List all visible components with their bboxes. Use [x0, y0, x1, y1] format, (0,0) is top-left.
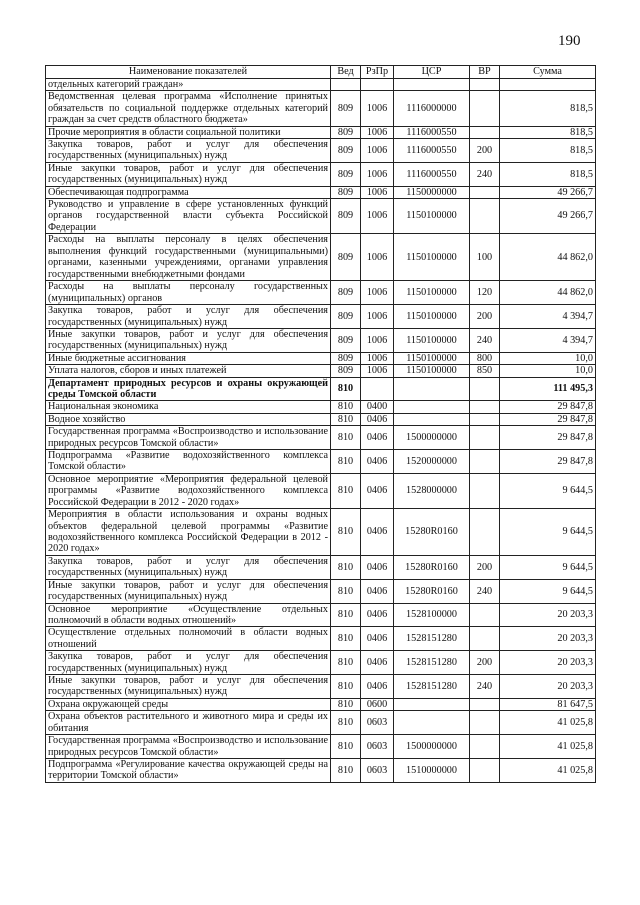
cell-ved: 810	[331, 603, 361, 627]
table-row	[46, 556, 596, 580]
cell-rzpr: 1006	[361, 305, 394, 329]
cell-csr: 1528000000	[394, 473, 470, 508]
cell-csr: 1528100000	[394, 603, 470, 627]
cell-csr: 1116000550	[394, 162, 470, 186]
table-row	[46, 711, 596, 735]
cell-vr: 850	[470, 365, 500, 377]
cell-ved: 809	[331, 199, 361, 234]
cell-ved: 809	[331, 234, 361, 281]
cell-rzpr: 1006	[361, 199, 394, 234]
cell-csr: 15280R0160	[394, 579, 470, 603]
cell-ved: 810	[331, 758, 361, 782]
cell-csr: 1500000000	[394, 735, 470, 759]
cell-name: Иные закупки товаров, работ и услуг для обеспечения государственных (муниципальных) нужд	[46, 328, 331, 352]
cell-ved: 809	[331, 328, 361, 352]
cell-sum: 818,5	[500, 162, 596, 186]
header-sum: Сумма	[500, 66, 596, 79]
cell-name: Ведомственная целевая программа «Исполнение принятых обязательств по социальной поддержке отдельных категорий граждан за счет средств областного бюджета»	[46, 91, 331, 126]
header-name: Наименование показателей	[46, 66, 331, 79]
cell-name: Осуществление отдельных полномочий в области водных отношений	[46, 627, 331, 651]
cell-ved: 809	[331, 305, 361, 329]
cell-vr	[470, 199, 500, 234]
cell-ved: 810	[331, 509, 361, 556]
cell-csr: 1520000000	[394, 449, 470, 473]
cell-name: Закупка товаров, работ и услуг для обеспечения государственных (муниципальных) нужд	[46, 556, 331, 580]
cell-ved: 810	[331, 426, 361, 450]
table-row	[46, 603, 596, 627]
cell-vr: 800	[470, 352, 500, 364]
cell-vr: 200	[470, 651, 500, 675]
cell-csr: 15280R0160	[394, 509, 470, 556]
cell-rzpr: 0406	[361, 579, 394, 603]
cell-rzpr: 0406	[361, 627, 394, 651]
cell-ved: 810	[331, 651, 361, 675]
cell-vr	[470, 735, 500, 759]
cell-name: Департамент природных ресурсов и охраны окружающей среды Томской области	[46, 377, 331, 401]
table-row	[46, 413, 596, 425]
cell-sum: 20 203,3	[500, 651, 596, 675]
cell-csr: 1500000000	[394, 426, 470, 450]
cell-ved: 809	[331, 186, 361, 198]
cell-ved: 810	[331, 473, 361, 508]
cell-name: Обеспечивающая подпрограмма	[46, 186, 331, 198]
cell-sum: 44 862,0	[500, 234, 596, 281]
cell-rzpr: 0406	[361, 413, 394, 425]
cell-name: Государственная программа «Воспроизводство и использование природных ресурсов Томской области»	[46, 735, 331, 759]
table-row	[46, 91, 596, 126]
cell-rzpr: 0406	[361, 603, 394, 627]
cell-vr	[470, 758, 500, 782]
cell-csr	[394, 377, 470, 401]
table-row	[46, 735, 596, 759]
cell-rzpr: 1006	[361, 352, 394, 364]
cell-rzpr: 1006	[361, 186, 394, 198]
header-vr: ВР	[470, 66, 500, 79]
cell-vr	[470, 401, 500, 413]
cell-ved: 809	[331, 162, 361, 186]
cell-rzpr: 1006	[361, 139, 394, 163]
cell-sum: 111 495,3	[500, 377, 596, 401]
cell-name: Охрана окружающей среды	[46, 698, 331, 710]
cell-rzpr: 1006	[361, 234, 394, 281]
cell-ved: 810	[331, 556, 361, 580]
cell-rzpr: 0406	[361, 651, 394, 675]
cell-name: Иные закупки товаров, работ и услуг для обеспечения государственных (муниципальных) нужд	[46, 162, 331, 186]
cell-ved	[331, 79, 361, 91]
cell-sum: 29 847,8	[500, 413, 596, 425]
cell-csr	[394, 413, 470, 425]
cell-sum: 20 203,3	[500, 603, 596, 627]
cell-ved: 810	[331, 711, 361, 735]
cell-ved: 810	[331, 627, 361, 651]
table-row	[46, 186, 596, 198]
cell-vr	[470, 698, 500, 710]
cell-name: Закупка товаров, работ и услуг для обеспечения государственных (муниципальных) нужд	[46, 305, 331, 329]
cell-vr	[470, 449, 500, 473]
table-row	[46, 162, 596, 186]
table-row	[46, 139, 596, 163]
cell-vr	[470, 509, 500, 556]
cell-name: Закупка товаров, работ и услуг для обеспечения государственных (муниципальных) нужд	[46, 651, 331, 675]
cell-rzpr: 0406	[361, 473, 394, 508]
cell-sum: 41 025,8	[500, 758, 596, 782]
cell-rzpr: 1006	[361, 365, 394, 377]
cell-csr: 1528151280	[394, 651, 470, 675]
table-row	[46, 281, 596, 305]
cell-sum: 44 862,0	[500, 281, 596, 305]
cell-rzpr: 1006	[361, 328, 394, 352]
cell-csr: 1150100000	[394, 365, 470, 377]
page-number: 190	[558, 33, 581, 49]
cell-sum: 49 266,7	[500, 199, 596, 234]
cell-sum: 4 394,7	[500, 305, 596, 329]
cell-rzpr: 0406	[361, 449, 394, 473]
cell-csr	[394, 711, 470, 735]
cell-ved: 810	[331, 698, 361, 710]
cell-vr	[470, 91, 500, 126]
table-row	[46, 426, 596, 450]
cell-sum: 9 644,5	[500, 556, 596, 580]
table-row	[46, 675, 596, 699]
cell-rzpr: 1006	[361, 281, 394, 305]
cell-vr: 200	[470, 305, 500, 329]
cell-vr	[470, 413, 500, 425]
cell-sum: 818,5	[500, 139, 596, 163]
table-row	[46, 698, 596, 710]
cell-rzpr: 0406	[361, 426, 394, 450]
budget-table	[45, 65, 596, 783]
cell-rzpr: 0603	[361, 735, 394, 759]
cell-name: Расходы на выплаты персоналу в целях обеспечения выполнения функций государственными (муниципальными) органами, казенными учреждениями, органами управления государственными внебюджетными фондами	[46, 234, 331, 281]
header-rzpr: РзПр	[361, 66, 394, 79]
cell-sum: 10,0	[500, 365, 596, 377]
cell-rzpr: 1006	[361, 126, 394, 138]
cell-name: Уплата налогов, сборов и иных платежей	[46, 365, 331, 377]
cell-vr: 240	[470, 579, 500, 603]
cell-name: Национальная экономика	[46, 401, 331, 413]
cell-csr: 1116000550	[394, 126, 470, 138]
cell-vr: 240	[470, 675, 500, 699]
cell-sum: 9 644,5	[500, 473, 596, 508]
cell-sum: 10,0	[500, 352, 596, 364]
cell-name: Мероприятия в области использования и охраны водных объектов федеральной целевой программы «Развитие водохозяйственного комплекса Российской Федерации в 2012 - 2020 годах»	[46, 509, 331, 556]
table-row	[46, 377, 596, 401]
cell-name: Основное мероприятие «Мероприятия федеральной целевой программы «Развитие водохозяйственного комплекса Российской Федерации в 2012 - 2020 годах»	[46, 473, 331, 508]
cell-sum: 818,5	[500, 126, 596, 138]
cell-vr	[470, 603, 500, 627]
cell-sum	[500, 79, 596, 91]
cell-vr: 200	[470, 556, 500, 580]
table-row	[46, 328, 596, 352]
cell-csr: 1150100000	[394, 328, 470, 352]
cell-rzpr: 0406	[361, 675, 394, 699]
cell-rzpr	[361, 79, 394, 91]
cell-ved: 810	[331, 449, 361, 473]
cell-ved: 809	[331, 365, 361, 377]
cell-name: Иные закупки товаров, работ и услуг для обеспечения государственных (муниципальных) нужд	[46, 675, 331, 699]
cell-csr: 1150100000	[394, 281, 470, 305]
cell-sum: 41 025,8	[500, 711, 596, 735]
cell-sum: 4 394,7	[500, 328, 596, 352]
table-row	[46, 651, 596, 675]
cell-csr: 1116000000	[394, 91, 470, 126]
cell-csr: 1528151280	[394, 675, 470, 699]
cell-csr: 1150100000	[394, 352, 470, 364]
cell-vr	[470, 711, 500, 735]
cell-vr	[470, 79, 500, 91]
cell-name: Расходы на выплаты персоналу государственных (муниципальных) органов	[46, 281, 331, 305]
cell-ved: 809	[331, 126, 361, 138]
cell-csr: 1528151280	[394, 627, 470, 651]
cell-sum: 20 203,3	[500, 627, 596, 651]
cell-ved: 810	[331, 735, 361, 759]
table-row	[46, 473, 596, 508]
cell-sum: 29 847,8	[500, 401, 596, 413]
table-row	[46, 758, 596, 782]
cell-rzpr: 1006	[361, 91, 394, 126]
table-row	[46, 579, 596, 603]
cell-csr: 1116000550	[394, 139, 470, 163]
cell-vr	[470, 627, 500, 651]
cell-vr	[470, 126, 500, 138]
cell-ved: 809	[331, 352, 361, 364]
table-row	[46, 234, 596, 281]
table-row	[46, 352, 596, 364]
cell-csr	[394, 401, 470, 413]
table-header-row	[46, 66, 596, 79]
cell-sum: 49 266,7	[500, 186, 596, 198]
cell-ved: 810	[331, 413, 361, 425]
cell-vr	[470, 473, 500, 508]
cell-sum: 41 025,8	[500, 735, 596, 759]
cell-name: Подпрограмма «Развитие водохозяйственного комплекса Томской области»	[46, 449, 331, 473]
cell-ved: 810	[331, 579, 361, 603]
cell-csr: 1150100000	[394, 305, 470, 329]
cell-rzpr: 0600	[361, 698, 394, 710]
cell-ved: 809	[331, 91, 361, 126]
header-ved: Вед	[331, 66, 361, 79]
cell-name: Государственная программа «Воспроизводство и использование природных ресурсов Томской области»	[46, 426, 331, 450]
cell-name: Прочие мероприятия в области социальной политики	[46, 126, 331, 138]
cell-vr	[470, 377, 500, 401]
cell-vr: 100	[470, 234, 500, 281]
table-row	[46, 401, 596, 413]
cell-name: Закупка товаров, работ и услуг для обеспечения государственных (муниципальных) нужд	[46, 139, 331, 163]
cell-csr: 1150000000	[394, 186, 470, 198]
cell-sum: 29 847,8	[500, 449, 596, 473]
cell-name: отдельных категорий граждан»	[46, 79, 331, 91]
cell-name: Руководство и управление в сфере установленных функций органов государственной власти субъекта Российской Федерации	[46, 199, 331, 234]
cell-ved: 809	[331, 139, 361, 163]
cell-vr	[470, 186, 500, 198]
cell-rzpr: 0400	[361, 401, 394, 413]
cell-vr: 200	[470, 139, 500, 163]
cell-rzpr: 0406	[361, 509, 394, 556]
table-row	[46, 199, 596, 234]
cell-ved: 810	[331, 675, 361, 699]
cell-rzpr: 1006	[361, 162, 394, 186]
cell-vr	[470, 426, 500, 450]
cell-rzpr: 0603	[361, 711, 394, 735]
cell-vr: 240	[470, 328, 500, 352]
cell-sum: 81 647,5	[500, 698, 596, 710]
cell-rzpr: 0603	[361, 758, 394, 782]
cell-ved: 809	[331, 281, 361, 305]
cell-name: Иные бюджетные ассигнования	[46, 352, 331, 364]
cell-csr	[394, 79, 470, 91]
cell-name: Охрана объектов растительного и животного мира и среды их обитания	[46, 711, 331, 735]
table-row	[46, 305, 596, 329]
cell-sum: 29 847,8	[500, 426, 596, 450]
cell-name: Подпрограмма «Регулирование качества окружающей среды на территории Томской области»	[46, 758, 331, 782]
cell-rzpr	[361, 377, 394, 401]
table-row	[46, 365, 596, 377]
cell-vr: 240	[470, 162, 500, 186]
cell-csr: 1150100000	[394, 234, 470, 281]
cell-csr: 1150100000	[394, 199, 470, 234]
table-row	[46, 79, 596, 91]
table-row	[46, 509, 596, 556]
cell-csr	[394, 698, 470, 710]
cell-name: Водное хозяйство	[46, 413, 331, 425]
cell-name: Основное мероприятие «Осуществление отдельных полномочий в области водных отношений»	[46, 603, 331, 627]
table-row	[46, 126, 596, 138]
cell-sum: 818,5	[500, 91, 596, 126]
cell-sum: 9 644,5	[500, 509, 596, 556]
cell-csr: 1510000000	[394, 758, 470, 782]
table-row	[46, 449, 596, 473]
cell-rzpr: 0406	[361, 556, 394, 580]
cell-sum: 20 203,3	[500, 675, 596, 699]
cell-sum: 9 644,5	[500, 579, 596, 603]
cell-name: Иные закупки товаров, работ и услуг для обеспечения государственных (муниципальных) нужд	[46, 579, 331, 603]
cell-ved: 810	[331, 377, 361, 401]
cell-vr: 120	[470, 281, 500, 305]
cell-ved: 810	[331, 401, 361, 413]
header-csr: ЦСР	[394, 66, 470, 79]
cell-csr: 15280R0160	[394, 556, 470, 580]
table-row	[46, 627, 596, 651]
